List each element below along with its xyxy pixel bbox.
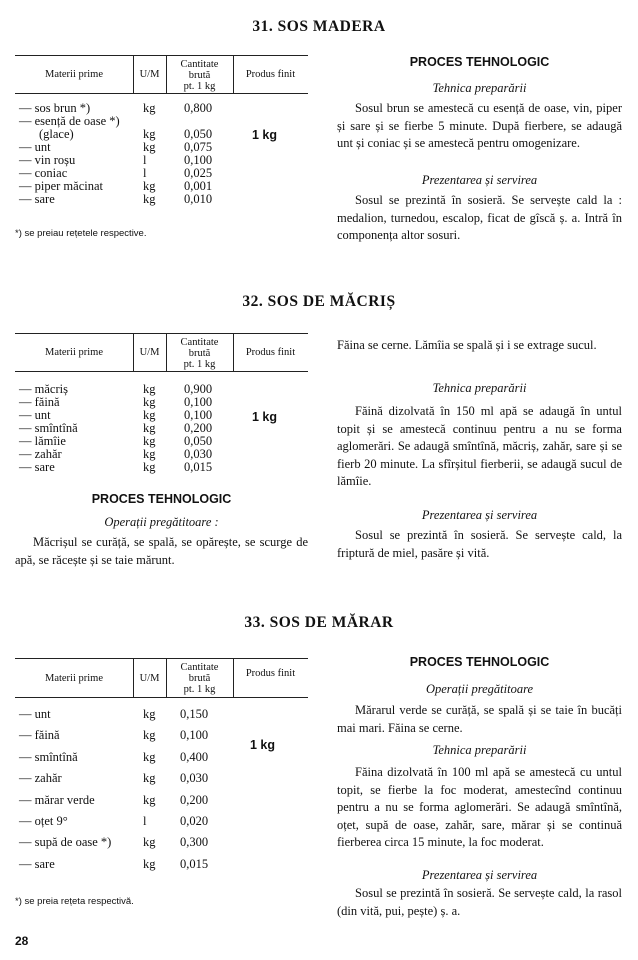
ingredient-name: — sare (19, 192, 55, 206)
ingredient-um: kg (143, 140, 156, 154)
ingredient-qty: 0,030 (184, 447, 213, 461)
section-heading: Prezentarea și servirea (421, 173, 538, 187)
ingredient-name: — vin roșu (19, 153, 76, 167)
ingredient-um: l (143, 166, 147, 180)
ingredient-name: — măcriș (19, 382, 68, 396)
ingredient-name: — supă de oase *) (19, 835, 112, 849)
ingredient-qty: 0,800 (184, 101, 213, 115)
ingredient-name: — făină (19, 728, 60, 742)
ingredient-qty: 0,001 (184, 179, 213, 193)
ingredient-qty: 0,025 (184, 166, 213, 180)
ingredient-qty: 0,050 (184, 127, 213, 141)
ingredient-um: kg (143, 101, 156, 115)
header-um: U/M (139, 69, 160, 80)
ingredient-name: — smîntînă (19, 421, 78, 435)
prep-text: Măcrișul se curăță, se spală, se opărește, se scurge de apă, se răcește și se taie mărunt. (15, 535, 308, 567)
ingredient-um: kg (143, 192, 156, 206)
section-text: Sosul se prezintă în sosieră. Se servește cald la : medalion, turnedou, escalop, ficat de gîscă ș. a. Intră în componența altor sosuri. (337, 193, 622, 242)
ingredient-qty: 0,020 (180, 814, 209, 828)
ingredient-um: kg (143, 408, 156, 422)
ingredient-um: kg (143, 857, 156, 871)
recipe-31-title: 31. SOS MADERA (252, 18, 386, 35)
ingredient-um: kg (143, 835, 156, 849)
ingredient-um: kg (143, 771, 156, 785)
process-title: PROCES TEHNOLOGIC (409, 55, 550, 69)
ingredient-qty: 0,030 (180, 771, 209, 785)
ingredient-um: kg (143, 395, 156, 409)
ingredient-name: — sos brun *) (19, 101, 91, 115)
produs-finit: 1 kg (250, 738, 276, 752)
ingredient-name: — piper măcinat (19, 179, 103, 193)
ingredient-name: — esență de oase *) (19, 114, 120, 128)
ingredient-um: kg (143, 179, 156, 193)
ingredient-qty: 0,200 (184, 421, 213, 435)
ingredient-um: kg (143, 382, 156, 396)
produs-finit: 1 kg (252, 410, 278, 424)
footnote: *) se preiau rețetele respective. (15, 228, 147, 239)
ingredient-name: — oțet 9° (19, 814, 68, 828)
ingredient-qty: 0,010 (184, 192, 213, 206)
ingredient-um: l (143, 814, 147, 828)
ingredient-name: — unt (19, 707, 51, 721)
section-text: Mărarul verde se curăță, se spală și se taie în bucăți mai mari. Făina se cerne. (337, 703, 622, 735)
ingredient-qty: 0,100 (180, 728, 209, 742)
ingredient-qty: 0,050 (184, 434, 213, 448)
ingredient-um: kg (143, 793, 156, 807)
ingredient-um: kg (143, 434, 156, 448)
header-produs: Produs finit (245, 69, 296, 80)
header-cantitate: Cantitate brută pt. 1 kg (180, 662, 219, 695)
footnote: *) se preia rețeta respectivă. (15, 896, 134, 907)
header-materii: Materii prime (44, 69, 104, 80)
header-materii: Materii prime (44, 673, 104, 684)
section-text: Făina dizolvată în 100 ml apă se amestecă cu untul topit, se fierbe la foc moderat, amestecînd continuu pentru a nu se forma aglomerări. Se adaugă smîntînă, oțet, supă de oase, zahăr, sare, mărar și se continuă fierberea circa 15 minute, la foc moderat. (337, 765, 622, 849)
prep-heading: Operații pregătitoare : (104, 515, 219, 529)
ingredient-name: — smîntînă (19, 750, 78, 764)
ingredient-name: — mărar verde (19, 793, 95, 807)
header-produs: Produs finit (245, 668, 296, 679)
section-heading: Operații pregătitoare (425, 682, 534, 696)
intro-text: Făina se cerne. Lămîia se spală și i se extrage sucul. (337, 338, 597, 352)
header-um: U/M (139, 673, 160, 684)
section-text: Sosul se prezintă în sosieră. Se servește cald, la rasol (din vită, pui, pește) ș. a. (337, 886, 622, 918)
ingredient-qty: 0,075 (184, 140, 213, 154)
section-text: Făină dizolvată în 150 ml apă se adaugă în untul topit și se amestecă continuu pentru a nu se forma aglomerări. Se adaugă smîntînă, măcriș, zahăr, sare și se fierb 20 minute. La sfîrșitul fierberii, se adaugă sucul de lămîie. (337, 404, 622, 488)
section-heading: Prezentarea și servirea (421, 508, 538, 522)
section-heading: Tehnica preparării (432, 743, 527, 757)
recipe-32-title: 32. SOS DE MĂCRIȘ (242, 293, 396, 310)
ingredient-um: kg (143, 728, 156, 742)
produs-finit: 1 kg (252, 128, 278, 142)
ingredient-qty: 0,100 (184, 395, 213, 409)
recipe-33-title: 33. SOS DE MĂRAR (244, 614, 394, 631)
ingredient-qty: 0,100 (184, 153, 213, 167)
ingredient-name: — lămîie (19, 434, 66, 448)
ingredient-qty: 0,400 (180, 750, 209, 764)
ingredient-qty: 0,300 (180, 835, 209, 849)
ingredient-qty: 0,100 (184, 408, 213, 422)
process-title: PROCES TEHNOLOGIC (409, 655, 550, 669)
ingredient-name: — zahăr (19, 771, 62, 785)
ingredient-um: kg (143, 750, 156, 764)
header-materii: Materii prime (44, 347, 104, 358)
section-text: Sosul se prezintă în sosieră. Se servește cald, la friptură de miel, pasăre și vită. (337, 528, 622, 560)
ingredient-um: kg (143, 447, 156, 461)
ingredient-qty: 0,015 (184, 460, 213, 474)
ingredient-name: — unt (19, 140, 51, 154)
section-text: Sosul brun se amestecă cu esență de oase, vin, piper și sare și se fierbe 5 minute. După fierbere, se adaugă unt și coniac și se amestecă pentru omogenizare. (337, 101, 622, 150)
ingredient-um: kg (143, 421, 156, 435)
ingredient-um: kg (143, 707, 156, 721)
ingredient-name: — sare (19, 460, 55, 474)
ingredient-name: — coniac (19, 166, 68, 180)
ingredient-um: kg (143, 460, 156, 474)
process-title: PROCES TEHNOLOGIC (91, 492, 232, 506)
page-number: 28 (15, 934, 29, 948)
header-cantitate: Cantitate brută pt. 1 kg (180, 59, 219, 92)
ingredient-name: (glace) (39, 127, 74, 141)
section-heading: Prezentarea și servirea (421, 868, 538, 882)
header-produs: Produs finit (245, 347, 296, 358)
ingredient-qty: 0,150 (180, 707, 209, 721)
section-heading: Tehnica preparării (432, 81, 527, 95)
header-um: U/M (139, 347, 160, 358)
ingredient-qty: 0,015 (180, 857, 209, 871)
section-heading: Tehnica preparării (432, 381, 527, 395)
ingredient-name: — zahăr (19, 447, 62, 461)
ingredient-um: l (143, 153, 147, 167)
ingredient-name: — unt (19, 408, 51, 422)
ingredient-qty: 0,900 (184, 382, 213, 396)
ingredient-name: — făină (19, 395, 60, 409)
header-cantitate: Cantitate brută pt. 1 kg (180, 337, 219, 370)
ingredient-name: — sare (19, 857, 55, 871)
ingredient-um: kg (143, 127, 156, 141)
ingredient-qty: 0,200 (180, 793, 209, 807)
